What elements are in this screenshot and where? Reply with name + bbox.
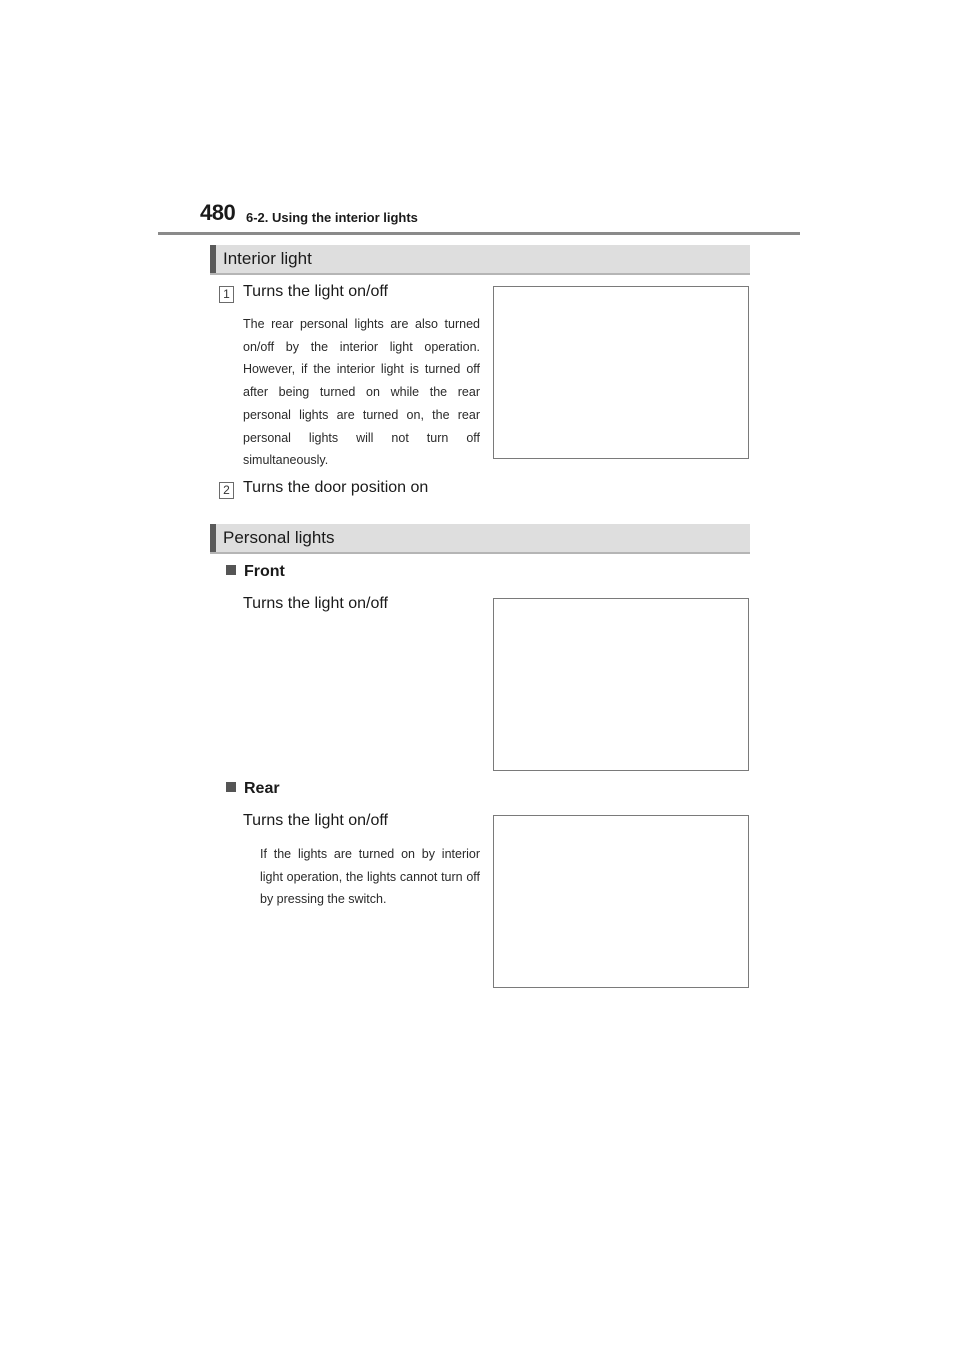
number-1-icon: 1: [219, 286, 234, 303]
square-bullet-icon: [226, 782, 236, 792]
rear-personal-light-illustration: [493, 815, 749, 988]
interior-light-heading: [210, 245, 750, 275]
personal-lights-heading: [210, 524, 750, 554]
heading-accent: [210, 245, 216, 273]
front-label: Turns the light on/off: [243, 595, 388, 612]
rear-note: If the lights are turned on by interior light operation, the lights cannot turn off by pressing the switch.: [260, 847, 480, 907]
number-2-icon: 2: [219, 482, 234, 499]
heading-accent: [210, 524, 216, 552]
personal-lights-title: Personal lights: [223, 528, 335, 547]
front-heading: [226, 563, 285, 581]
front-heading-text: Front: [244, 563, 285, 580]
item-2-label: Turns the door position on: [243, 479, 429, 496]
interior-light-illustration: [493, 286, 749, 459]
rear-heading-text: Rear: [244, 780, 280, 797]
rear-label: Turns the light on/off: [243, 812, 388, 829]
page-number: 480: [200, 200, 236, 225]
section-title: 6-2. Using the interior lights: [246, 210, 418, 225]
item-1-note: The rear personal lights are also turned on/off by the interior light operation. However, if the interior light is turned off after being turned on while the rear personal lights are turned on, the rear personal lights will not turn off simultaneously.: [243, 317, 480, 468]
item-1-label: Turns the light on/off: [243, 283, 388, 300]
interior-light-title: Interior light: [223, 249, 312, 268]
front-personal-light-illustration: [493, 598, 749, 771]
rear-heading: [226, 780, 280, 798]
square-bullet-icon: [226, 565, 236, 575]
header-divider: [158, 232, 800, 235]
